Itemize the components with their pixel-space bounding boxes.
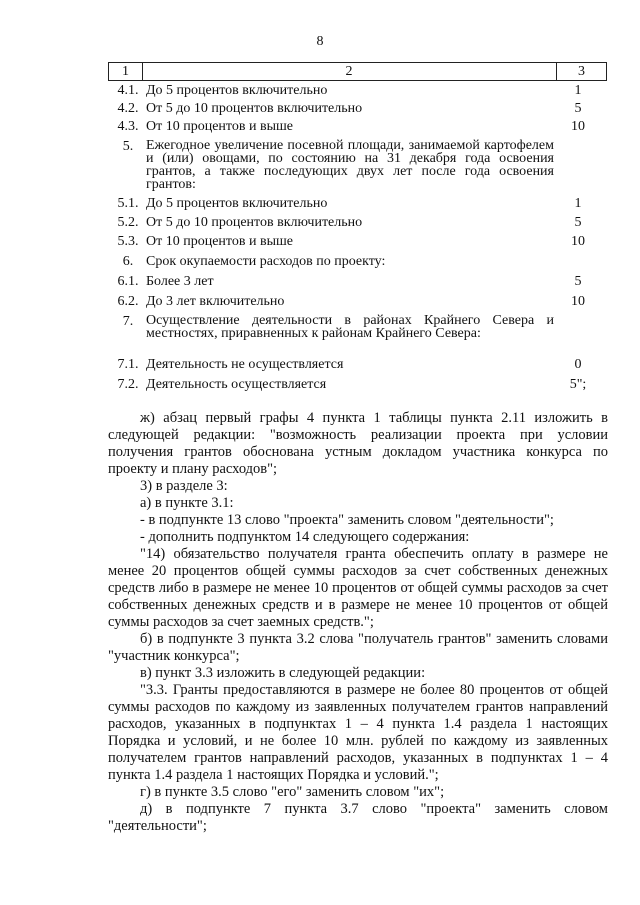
row-number: 5.: [122, 139, 134, 154]
row-score: 0: [574, 357, 582, 372]
table-row: [108, 215, 607, 234]
row-number: 4.3.: [117, 119, 139, 134]
paragraph: ж) абзац первый графы 4 пункта 1 таблицы пункта 2.11 изложить в следующей редакции: "возможность реализации проекта при условии получения грантов обоснована устным докладом участника конкурса по проекту и плану расходов";: [108, 410, 608, 477]
paragraph: б) в подпункте 3 пункта 3.2 слова "получатель грантов" заменить словами "участник конкурса";: [108, 631, 608, 664]
header-col-3: 3: [578, 64, 585, 79]
row-text: От 10 процентов и выше: [146, 119, 293, 134]
row-score: 1: [574, 83, 582, 98]
header-col-2: 2: [142, 63, 557, 80]
paragraph: "3.3. Гранты предоставляются в размере не более 80 процентов от общей суммы расходов по каждому из заявленных получателем грантов направлений расходов, указанных в подпунктах 1 – 4 пункта 1.4 раздела 1 настоящих Порядка и условий, и не более 10 млн. рублей по каждому из заявленных получателем грантов направлений расходов, указанных в подпунктах 1 – 4 пункта 1.4 раздела 1 настоящих Порядка и условий.";: [108, 682, 608, 783]
row-text: Деятельность осуществляется: [146, 377, 327, 392]
row-score: 10: [571, 119, 585, 134]
row-score: 5: [574, 215, 582, 230]
paragraph: "14) обязательство получателя гранта обеспечить оплату в размере не менее 20 процентов общей суммы расходов за счет собственных денежных средств либо в размере не менее 10 процентов от общей суммы расходов за счет собственных денежных средств и в размере не менее 10 процентов от общей суммы расходов за счет заемных средств.";: [108, 546, 608, 630]
table-row: [108, 83, 607, 101]
row-number: 5.1.: [117, 196, 139, 211]
table-row: [108, 377, 607, 397]
row-text: До 3 лет включительно: [146, 294, 285, 309]
table-row: [108, 294, 607, 314]
table-row: [108, 119, 607, 139]
row-number: 6.: [122, 254, 134, 269]
row-number: 4.1.: [117, 83, 139, 98]
amendment-text: [108, 410, 608, 835]
paragraph: д) в подпункте 7 пункта 3.7 слово "проекта" заменить словом "деятельности";: [108, 801, 608, 834]
row-score: 5";: [569, 377, 587, 392]
row-number: 7.: [122, 314, 134, 329]
paragraph: в) пункт 3.3 изложить в следующей редакции:: [140, 665, 426, 681]
row-number: 4.2.: [117, 101, 139, 116]
page-number: 8: [316, 34, 324, 49]
row-score: 10: [571, 234, 585, 249]
row-score: 1: [574, 196, 582, 211]
row-text: От 5 до 10 процентов включительно: [146, 101, 363, 116]
table-row: [108, 101, 607, 119]
row-score: 5: [574, 101, 582, 116]
row-text: От 10 процентов и выше: [146, 234, 293, 249]
table-row: [108, 274, 607, 294]
row-text: Более 3 лет: [146, 274, 214, 289]
row-number: 5.3.: [117, 234, 139, 249]
table-row: [108, 357, 607, 377]
paragraph: г) в пункте 3.5 слово "его" заменить словом "их";: [140, 784, 445, 800]
paragraph: - в подпункте 13 слово "проекта" заменить словом "деятельности";: [140, 512, 554, 528]
row-text: До 5 процентов включительно: [146, 196, 328, 211]
row-text: От 5 до 10 процентов включительно: [146, 215, 363, 230]
row-text: Срок окупаемости расходов по проекту:: [146, 254, 386, 269]
table-header: [108, 62, 607, 81]
table-row: [108, 139, 607, 196]
header-col-1: 1: [109, 63, 143, 80]
row-number: 6.1.: [117, 274, 139, 289]
row-text: Деятельность не осуществляется: [146, 357, 344, 372]
row-text: Осуществление деятельности в районах Крайнего Севера и местностях, приравненных к районам Крайнего Севера:: [146, 313, 554, 341]
row-score: 5: [574, 274, 582, 289]
criteria-table: [108, 62, 607, 397]
row-number: 6.2.: [117, 294, 139, 309]
paragraph: а) в пункте 3.1:: [140, 495, 234, 511]
table-row: [108, 254, 607, 274]
row-score: 10: [571, 294, 585, 309]
table-row: [108, 234, 607, 254]
row-text: Ежегодное увеличение посевной площади, занимаемой картофелем и (или) овощами, по состоянию на 31 декабря года освоения грантов, а также последующих двух лет после года освоения грантов:: [146, 138, 554, 192]
row-number: 7.2.: [117, 377, 139, 392]
row-text: До 5 процентов включительно: [146, 83, 328, 98]
row-number: 7.1.: [117, 357, 139, 372]
row-number: 5.2.: [117, 215, 139, 230]
paragraph: 3) в разделе 3:: [140, 478, 228, 494]
table-row: [108, 314, 607, 357]
table-row: [108, 196, 607, 215]
paragraph: - дополнить подпунктом 14 следующего содержания:: [140, 529, 470, 545]
